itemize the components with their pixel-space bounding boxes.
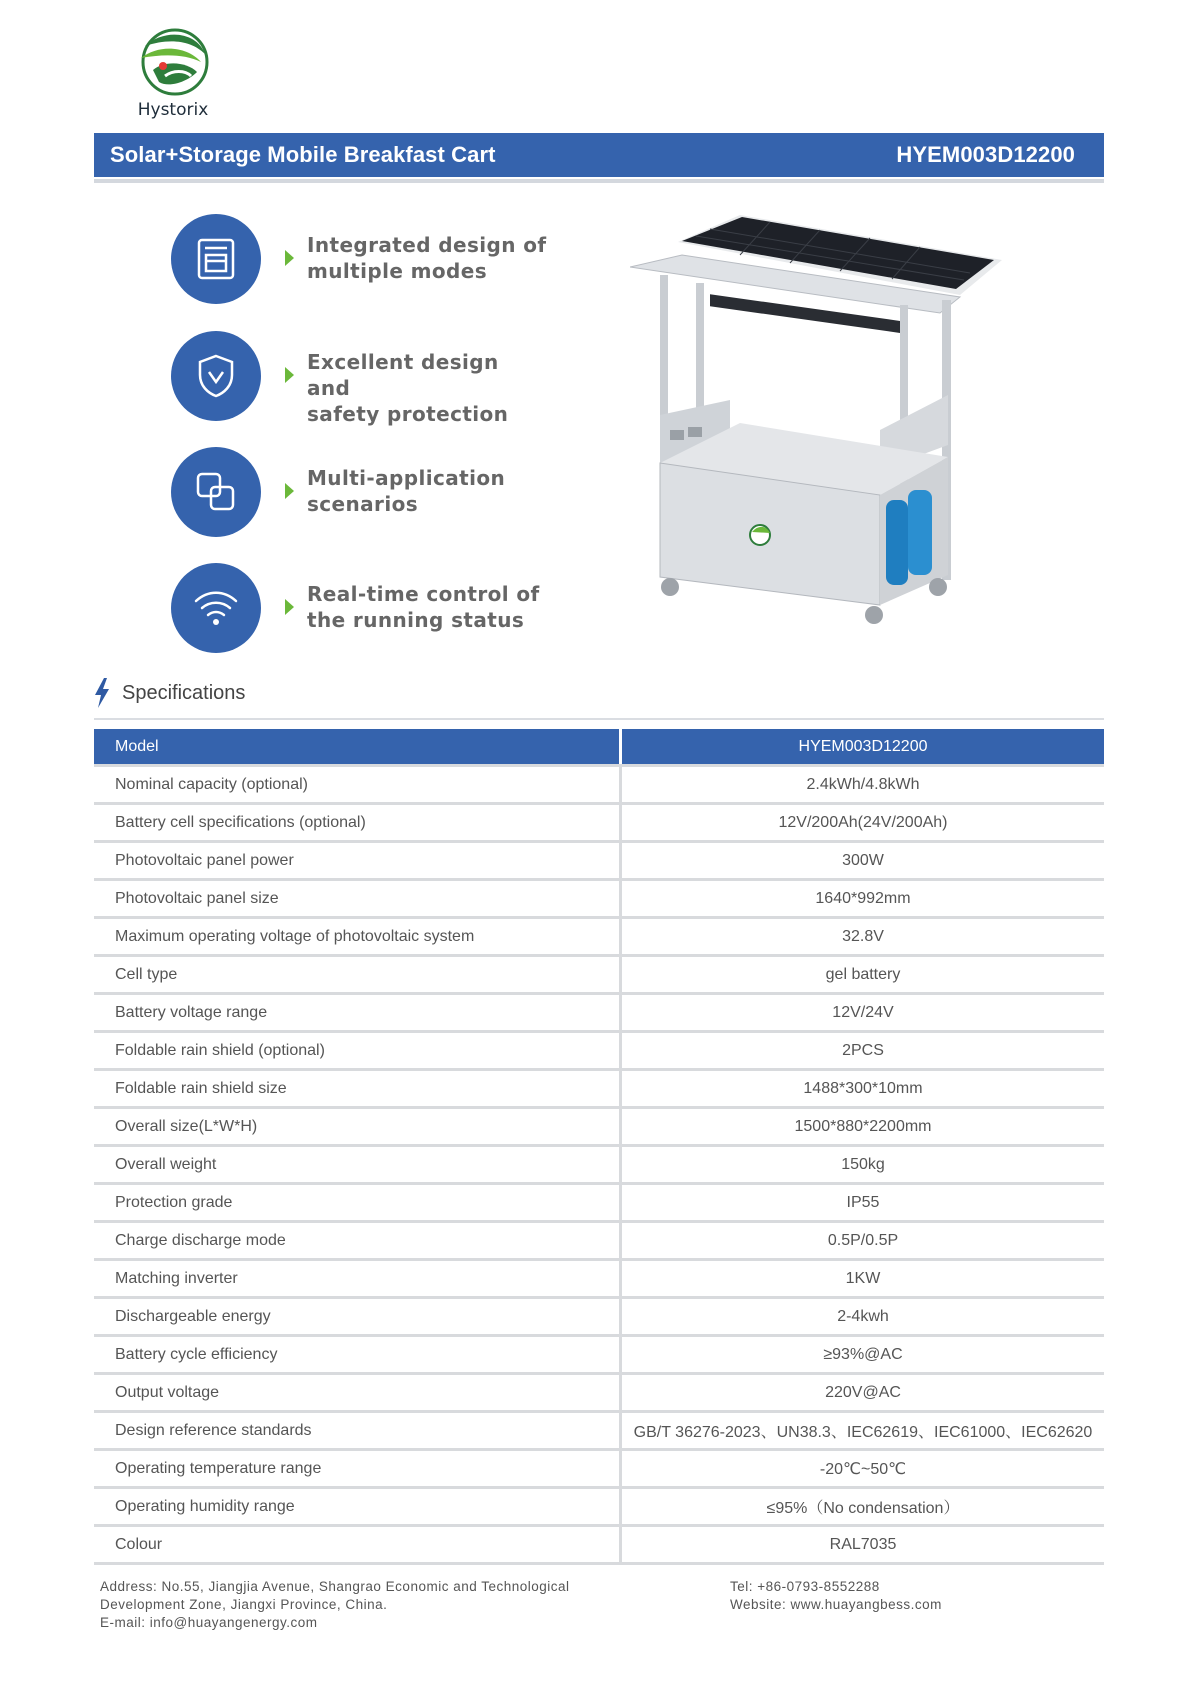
spec-value: -20℃~50℃ bbox=[621, 1450, 1105, 1488]
spec-label: Battery voltage range bbox=[94, 994, 621, 1032]
feature-integrated-design bbox=[171, 214, 671, 304]
spec-value: gel battery bbox=[621, 956, 1105, 994]
footer-address bbox=[100, 1578, 570, 1632]
spec-label: Protection grade bbox=[94, 1184, 621, 1222]
table-row bbox=[94, 1336, 1104, 1374]
spec-table bbox=[94, 729, 1104, 1565]
feature-icon-circle bbox=[171, 331, 261, 421]
table-header-row bbox=[94, 729, 1104, 766]
table-row bbox=[94, 842, 1104, 880]
address-line-1: Address: No.55, Jiangjia Avenue, Shangrao Economic and Technological bbox=[100, 1579, 570, 1594]
spec-label: Output voltage bbox=[94, 1374, 621, 1412]
spec-label: Photovoltaic panel power bbox=[94, 842, 621, 880]
bullet-arrow-icon bbox=[285, 250, 294, 266]
feature-multi-application bbox=[171, 447, 671, 537]
title-bar bbox=[94, 133, 1104, 177]
table-row bbox=[94, 1374, 1104, 1412]
spec-label: Cell type bbox=[94, 956, 621, 994]
bullet-arrow-icon bbox=[285, 483, 294, 499]
feature-text: Integrated design of multiple modes bbox=[307, 233, 547, 283]
model-code: HYEM003D12200 bbox=[896, 142, 1075, 167]
table-row bbox=[94, 766, 1104, 804]
specifications-title: Specifications bbox=[122, 681, 246, 704]
spec-value: 1500*880*2200mm bbox=[621, 1108, 1105, 1146]
spec-value: GB/T 36276-2023、UN38.3、IEC62619、IEC61000、IEC62620 bbox=[621, 1412, 1105, 1450]
cabinet-icon bbox=[196, 237, 236, 281]
spec-label: Dischargeable energy bbox=[94, 1298, 621, 1336]
spec-label: Operating temperature range bbox=[94, 1450, 621, 1488]
spec-label: Charge discharge mode bbox=[94, 1222, 621, 1260]
spec-label: Battery cell specifications (optional) bbox=[94, 804, 621, 842]
spec-value: 32.8V bbox=[621, 918, 1105, 956]
table-row bbox=[94, 1222, 1104, 1260]
website: Website: www.huayangbess.com bbox=[730, 1597, 942, 1612]
feature-icon-circle bbox=[171, 563, 261, 653]
spec-value: HYEM003D12200 bbox=[621, 729, 1105, 766]
breakfast-cart-illustration bbox=[630, 205, 1030, 685]
spec-value: 1488*300*10mm bbox=[621, 1070, 1105, 1108]
feature-real-time-control bbox=[171, 563, 671, 653]
telephone: Tel: +86-0793-8552288 bbox=[730, 1579, 880, 1594]
spec-label: Model bbox=[94, 729, 621, 766]
spec-label: Operating humidity range bbox=[94, 1488, 621, 1526]
table-row bbox=[94, 1450, 1104, 1488]
spec-value: 12V/200Ah(24V/200Ah) bbox=[621, 804, 1105, 842]
page-title: Solar+Storage Mobile Breakfast Cart bbox=[110, 142, 496, 167]
title-divider bbox=[94, 179, 1104, 183]
brand-logo bbox=[132, 26, 214, 120]
table-row bbox=[94, 994, 1104, 1032]
spec-value: 2-4kwh bbox=[621, 1298, 1105, 1336]
spec-label: Maximum operating voltage of photovoltaic system bbox=[94, 918, 621, 956]
spec-label: Foldable rain shield size bbox=[94, 1070, 621, 1108]
feature-text: Real-time control of the running status bbox=[307, 582, 540, 632]
spec-label: Nominal capacity (optional) bbox=[94, 766, 621, 804]
overlap-squares-icon bbox=[194, 470, 238, 514]
spec-value: ≥93%@AC bbox=[621, 1336, 1105, 1374]
table-row bbox=[94, 1184, 1104, 1222]
bullet-arrow-icon bbox=[285, 367, 294, 383]
email: E-mail: info@huayangenergy.com bbox=[100, 1615, 318, 1630]
brand-name: Hystorix bbox=[137, 100, 209, 120]
lightning-icon bbox=[94, 678, 110, 708]
spec-value: 2PCS bbox=[621, 1032, 1105, 1070]
feature-icon-circle bbox=[171, 214, 261, 304]
table-row bbox=[94, 880, 1104, 918]
shield-icon bbox=[196, 353, 236, 399]
table-row bbox=[94, 804, 1104, 842]
table-row bbox=[94, 1070, 1104, 1108]
spec-value: RAL7035 bbox=[621, 1526, 1105, 1564]
feature-icon-circle bbox=[171, 447, 261, 537]
spec-value: 150kg bbox=[621, 1146, 1105, 1184]
specifications-heading bbox=[94, 678, 245, 708]
feature-text: Multi-application scenarios bbox=[307, 466, 506, 516]
spec-label: Overall size(L*W*H) bbox=[94, 1108, 621, 1146]
spec-value: 1640*992mm bbox=[621, 880, 1105, 918]
product-image bbox=[630, 205, 1030, 685]
spec-value: 300W bbox=[621, 842, 1105, 880]
address-line-2: Development Zone, Jiangxi Province, China. bbox=[100, 1597, 388, 1612]
spec-value: 1KW bbox=[621, 1260, 1105, 1298]
table-row bbox=[94, 1412, 1104, 1450]
wifi-icon bbox=[193, 588, 239, 628]
table-row bbox=[94, 1526, 1104, 1564]
bullet-arrow-icon bbox=[285, 599, 294, 615]
spec-label: Design reference standards bbox=[94, 1412, 621, 1450]
table-row bbox=[94, 956, 1104, 994]
spec-value: IP55 bbox=[621, 1184, 1105, 1222]
hystorix-logo-icon bbox=[135, 26, 211, 98]
spec-label: Foldable rain shield (optional) bbox=[94, 1032, 621, 1070]
table-row bbox=[94, 918, 1104, 956]
spec-label: Overall weight bbox=[94, 1146, 621, 1184]
table-row bbox=[94, 1108, 1104, 1146]
table-row bbox=[94, 1488, 1104, 1526]
spec-value: 12V/24V bbox=[621, 994, 1105, 1032]
table-row bbox=[94, 1146, 1104, 1184]
feature-text: Excellent design and safety protection bbox=[307, 350, 509, 426]
footer-contact bbox=[730, 1578, 942, 1614]
spec-value: 2.4kWh/4.8kWh bbox=[621, 766, 1105, 804]
table-row bbox=[94, 1260, 1104, 1298]
spec-label: Photovoltaic panel size bbox=[94, 880, 621, 918]
spec-label: Matching inverter bbox=[94, 1260, 621, 1298]
table-row bbox=[94, 1032, 1104, 1070]
spec-value: 0.5P/0.5P bbox=[621, 1222, 1105, 1260]
spec-divider bbox=[94, 718, 1104, 720]
feature-safety bbox=[171, 331, 671, 426]
table-row bbox=[94, 1298, 1104, 1336]
spec-value: ≤95%（No condensation） bbox=[621, 1488, 1105, 1526]
spec-label: Colour bbox=[94, 1526, 621, 1564]
spec-value: 220V@AC bbox=[621, 1374, 1105, 1412]
spec-label: Battery cycle efficiency bbox=[94, 1336, 621, 1374]
